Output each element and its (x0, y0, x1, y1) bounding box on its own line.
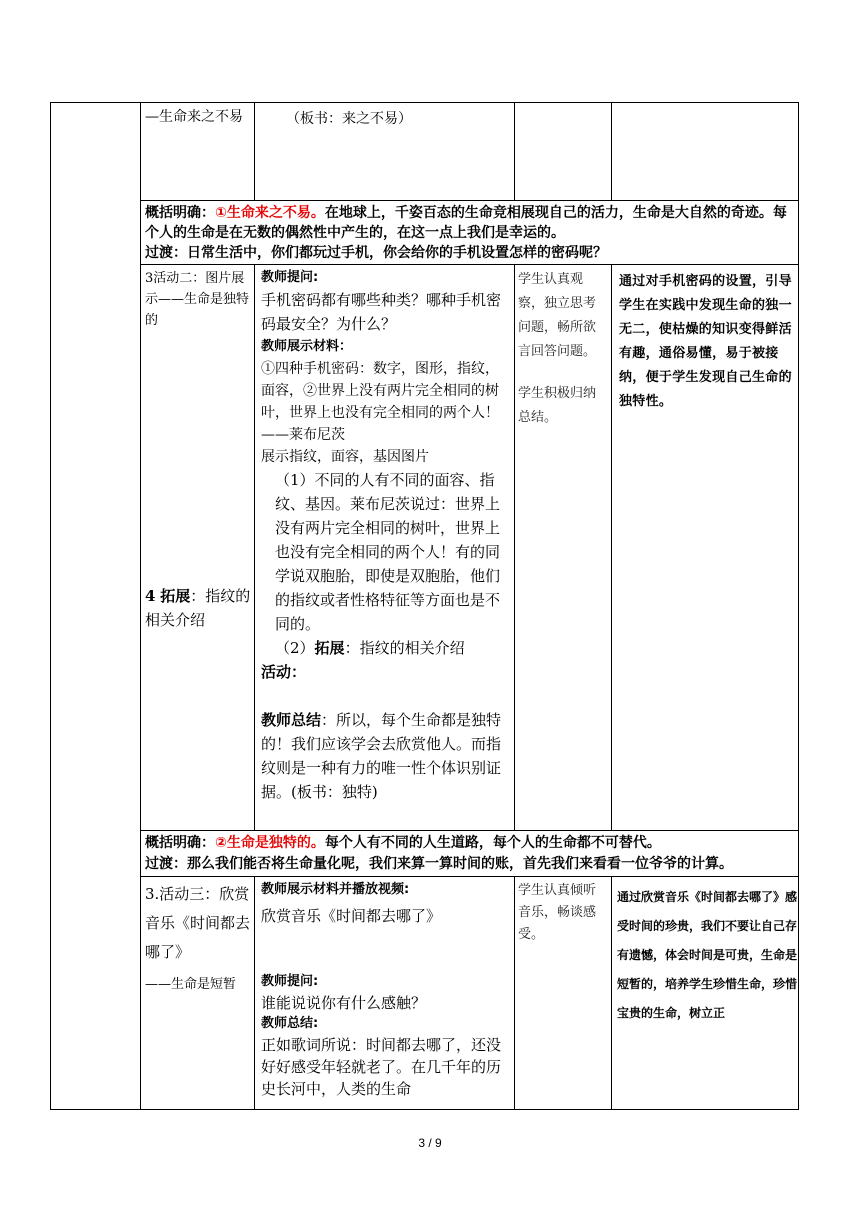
content-cell (261, 880, 511, 1100)
content-cell (261, 268, 511, 804)
intent-cell (619, 270, 795, 414)
summary-label: 教师总结 (261, 711, 322, 729)
material-label: 教师展示材料并播放视频: (261, 882, 410, 897)
intent-cell (617, 883, 797, 1028)
summary-label: 教师总结: (261, 1016, 319, 1031)
summary-block (145, 203, 795, 263)
stage-title: 3活动二：图片展示——生命是独特的 (145, 271, 250, 328)
student-cell (518, 268, 608, 430)
stage-ext-cell (145, 584, 251, 632)
point-2-text: ：指纹的相关介绍 (344, 639, 465, 657)
point-1: （1）不同的人有不同的面容、指纹、基因。莱布尼茨说过：世界上没有两片完全相同的树叶，世界上也没有完全相同的两个人！有的同学说双胞胎，即使是双胞胎，他们的指纹或者性格特征等方面也是不同的。 (275, 471, 501, 633)
row-border (140, 200, 799, 201)
summary-label: 概括明确： (145, 835, 215, 851)
material-label: 教师展示材料： (261, 339, 353, 354)
transition-text: 过渡：日常生活中，你们都玩过手机，你会给你的手机设置怎样的密码呢？ (145, 245, 607, 261)
col-border (611, 264, 612, 830)
col-border (254, 102, 255, 200)
stage-subtitle: ——生命是短暂 (145, 977, 237, 992)
summary-highlight: ①生命来之不易。 (215, 205, 325, 221)
stage-ext-label: 拓展 (160, 587, 191, 605)
design-intent: 通过欣赏音乐《时间都去哪了》感受时间的珍贵，我们不要让自己存有遗憾，体会时间是可贵，生命是短暂的，培养学生珍惜生命，珍惜宝贵的生命，树立正 (617, 890, 797, 1020)
activity-label: 活动： (261, 663, 307, 681)
table-right-border (798, 102, 799, 1110)
stage-title: 3.活动三：欣赏音乐《时间都去哪了》 (145, 885, 251, 961)
col-border (611, 102, 612, 200)
content-cell (286, 108, 512, 130)
point-2-prefix: （2） (275, 639, 315, 657)
table-left-border (50, 102, 51, 1110)
page-number: 3 / 9 (418, 1136, 442, 1150)
summary-text: 在地球上，千姿百态的生命竞相展现自己的活力，生命是大自然的奇迹。每个人的生命是在无数的偶然性中产生的，在这一点上我们是幸运的。 (145, 205, 787, 241)
stage-cell (145, 268, 251, 331)
summary-label: 概括明确： (145, 205, 215, 221)
stage-ext-text: ：指纹的相关介绍 (145, 587, 251, 629)
summary-text: 每个人有不同的人生道路，每个人的生命都不可替代。 (324, 835, 661, 851)
teacher-question: 谁能说说你有什么感触？ (261, 994, 427, 1012)
table-bottom-border (50, 1109, 799, 1110)
teacher-question-label: 教师提问: (261, 974, 319, 989)
board-writing: （板书：来之不易） (286, 111, 412, 127)
transition-text: 过渡：那么我们能否将生命量化呢，我们来算一算时间的账，首先我们来看看一位爷爷的计算。 (145, 856, 733, 872)
row-border (140, 264, 799, 265)
student-activity: 学生认真观察，独立思考问题，畅所欲言回答问题。 (518, 272, 597, 359)
row-border (140, 830, 799, 831)
student-cell (518, 880, 608, 946)
col-border (514, 876, 515, 1110)
stage-text: —生命来之不易 (145, 109, 243, 125)
table-top-border (50, 102, 799, 103)
material-text: 欣赏音乐《时间都去哪了》 (261, 907, 442, 925)
col-border (611, 876, 612, 1110)
stage-cell (145, 880, 251, 995)
summary-text: 正如歌词所说：时间都去哪了，还没好好感受年轻就老了。在几千年的历史长河中，人类的生命 (261, 1036, 502, 1098)
material-text: ①四种手机密码：数字，图形，指纹，面容，②世界上没有两片完全相同的树叶，世界上也没有完全相同的两个人！——莱布尼茨 (261, 361, 499, 443)
stage-ext-num: 4 (145, 587, 156, 605)
summary-text: ：所以，每个生命都是独特的！我们应该学会去欣赏他人。而指纹则是一种有力的唯一性个体识别证据。(板书：独特) (261, 711, 502, 801)
summary-highlight: ②生命是独特的。 (215, 835, 325, 851)
teacher-question: 手机密码都有哪些种类？哪种手机密码最安全？为什么？ (261, 291, 502, 333)
show-text: 展示指纹，面容，基因图片 (261, 449, 429, 465)
col-border (514, 102, 515, 200)
col-border (254, 264, 255, 830)
col-border (514, 264, 515, 830)
point-2-bold: 拓展 (314, 639, 345, 657)
row-border (140, 876, 799, 877)
summary-block (145, 833, 795, 875)
student-summary: 学生积极归纳总结。 (518, 386, 597, 425)
teacher-question-label: 教师提问: (261, 270, 319, 285)
design-intent: 通过对手机密码的设置，引导学生在实践中发现生命的独一无二，使枯燥的知识变得鲜活有趣，通俗易懂，易于被接纳，便于学生发现自己生命的独特性。 (619, 274, 792, 409)
student-activity: 学生认真倾听音乐，畅谈感受。 (518, 883, 597, 942)
col-border (254, 876, 255, 1110)
stage-cell (145, 106, 251, 128)
col-border (140, 102, 141, 1110)
